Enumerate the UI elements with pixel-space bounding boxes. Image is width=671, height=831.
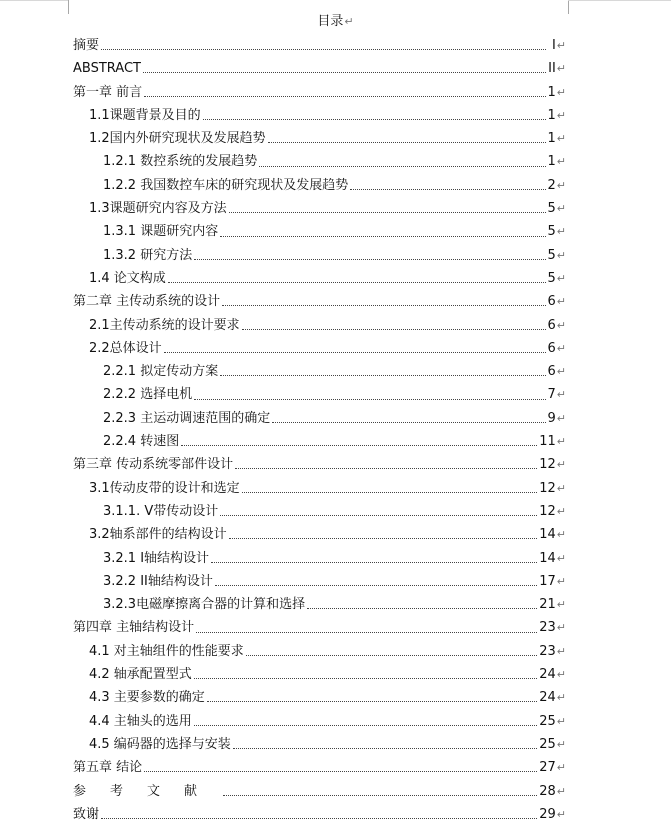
toc-entry[interactable] — [73, 430, 566, 453]
toc-entry[interactable] — [73, 127, 566, 150]
toc-entry-title: 4.2 轴承配置型式 — [89, 667, 192, 683]
toc-entry-title: 3.2.2 II轴结构设计 — [103, 573, 213, 589]
paragraph-mark: ↵ — [556, 598, 566, 612]
toc-dot-leader — [222, 295, 545, 306]
paragraph-mark: ↵ — [556, 435, 566, 449]
toc-entry-title: 致谢 — [73, 806, 100, 822]
toc-entry[interactable] — [73, 267, 566, 290]
toc-entry-title: 第一章 前言 — [73, 84, 143, 100]
toc-entry[interactable] — [73, 733, 566, 756]
paragraph-mark: ↵ — [556, 458, 566, 472]
toc-dot-leader — [272, 412, 545, 423]
paragraph-mark: ↵ — [556, 388, 566, 402]
toc-dot-leader — [211, 552, 537, 563]
toc-entry-title: 4.5 编码器的选择与安装 — [89, 736, 231, 752]
toc-entry-page: 12 — [539, 503, 556, 519]
toc-entry-title: 第三章 传动系统零部件设计 — [73, 457, 234, 473]
toc-dot-leader — [203, 109, 546, 120]
paragraph-mark: ↵ — [556, 365, 566, 379]
toc-dot-leader — [144, 86, 545, 97]
paragraph-mark: ↵ — [556, 295, 566, 309]
toc-dot-leader — [194, 389, 545, 400]
toc-dot-leader — [144, 761, 537, 772]
toc-entry-title: 2.2.3 主运动调速范围的确定 — [103, 410, 271, 426]
toc-entry-page: II — [548, 61, 556, 77]
toc-entry[interactable] — [73, 686, 566, 709]
toc-entry-page: 5 — [547, 270, 556, 286]
toc-entry-title: 1.3课题研究内容及方法 — [89, 201, 227, 217]
toc-entry[interactable] — [73, 640, 566, 663]
toc-entry-page: 14 — [539, 550, 556, 566]
toc-dot-leader — [220, 365, 545, 376]
toc-entry[interactable] — [73, 523, 566, 546]
toc-entry[interactable] — [73, 547, 566, 570]
toc-dot-leader — [164, 342, 546, 353]
toc-dot-leader — [242, 319, 546, 330]
paragraph-mark: ↵ — [556, 225, 566, 239]
toc-dot-leader — [143, 62, 546, 73]
toc-entry-title: 第二章 主传动系统的设计 — [73, 294, 221, 310]
toc-entry[interactable] — [73, 174, 566, 197]
paragraph-mark: ↵ — [556, 714, 566, 728]
toc-entry-title: 1.3.1 课题研究内容 — [103, 224, 219, 240]
toc-entry-title: 3.1传动皮带的设计和选定 — [89, 480, 240, 496]
toc-dot-leader — [233, 738, 537, 749]
toc-entry-page: 28 — [539, 783, 556, 799]
toc-entry-title: 3.2.3电磁摩擦离合器的计算和选择 — [103, 597, 306, 613]
paragraph-mark: ↵ — [556, 411, 566, 425]
toc-entry-title: 2.2总体设计 — [89, 340, 162, 356]
toc-entry-title: 2.2.1 拟定传动方案 — [103, 364, 219, 380]
toc-entry[interactable] — [73, 756, 566, 779]
paragraph-mark: ↵ — [556, 691, 566, 705]
paragraph-mark: ↵ — [556, 62, 566, 76]
toc-entry-title: 4.4 主轴头的选用 — [89, 713, 192, 729]
toc-entry-title: 1.1课题背景及目的 — [89, 107, 201, 123]
paragraph-mark: ↵ — [556, 248, 566, 262]
toc-dot-leader — [229, 528, 538, 539]
paragraph-mark: ↵ — [556, 644, 566, 658]
toc-entry[interactable] — [73, 710, 566, 733]
paragraph-mark: ↵ — [556, 621, 566, 635]
toc-entry-page: 25 — [539, 736, 556, 752]
toc-entry-title: 第五章 结论 — [73, 760, 143, 776]
toc-entry-page: I — [551, 38, 556, 53]
toc-entry[interactable] — [73, 104, 566, 127]
toc-entry-title: 1.2.2 我国数控车床的研究现状及发展趋势 — [103, 177, 349, 193]
toc-dot-leader — [168, 272, 546, 283]
toc-entry[interactable] — [73, 453, 566, 476]
toc-entry-page: 27 — [539, 760, 556, 776]
toc-dot-leader — [220, 505, 537, 516]
toc-dot-leader — [242, 482, 538, 493]
toc-entry-title: 2.1主传动系统的设计要求 — [89, 317, 240, 333]
toc-entry[interactable] — [73, 360, 566, 383]
toc-dot-leader — [235, 458, 537, 469]
paragraph-mark: ↵ — [556, 481, 566, 495]
paragraph-mark: ↵ — [556, 132, 566, 146]
toc-entry-page: 7 — [547, 387, 556, 403]
toc-entry-title: 参考文献 — [73, 783, 222, 799]
toc-entry-page: 12 — [539, 457, 556, 473]
toc-entry-page: 1 — [547, 154, 556, 170]
table-of-contents — [73, 34, 566, 826]
toc-entry-title: 2.2.4 转速图 — [103, 434, 180, 450]
toc-entry-title: ABSTRACT — [73, 61, 141, 77]
toc-dot-leader — [194, 715, 537, 726]
toc-entry[interactable] — [73, 780, 566, 803]
toc-dot-leader — [307, 598, 537, 609]
toc-entry-page: 5 — [547, 247, 556, 263]
toc-entry[interactable] — [73, 500, 566, 523]
toc-entry[interactable] — [73, 477, 566, 500]
margin-line-right — [568, 0, 671, 1]
toc-entry-page: 9 — [547, 410, 556, 426]
toc-entry-title: 第四章 主轴结构设计 — [73, 620, 195, 636]
toc-entry[interactable] — [73, 81, 566, 104]
toc-entry-page: 6 — [547, 340, 556, 356]
toc-dot-leader — [350, 179, 545, 190]
paragraph-mark: ↵ — [344, 15, 354, 28]
paragraph-mark: ↵ — [556, 784, 566, 798]
toc-entry-title: 3.1.1. V带传动设计 — [103, 503, 219, 519]
toc-title — [0, 12, 671, 32]
toc-dot-leader — [259, 156, 545, 167]
paragraph-mark: ↵ — [556, 202, 566, 216]
toc-entry-page: 24 — [539, 690, 556, 706]
toc-dot-leader — [229, 202, 546, 213]
toc-entry-page: 1 — [547, 131, 556, 147]
toc-entry[interactable] — [73, 150, 566, 173]
toc-dot-leader — [194, 668, 537, 679]
toc-dot-leader — [220, 226, 545, 237]
paragraph-mark: ↵ — [556, 551, 566, 565]
toc-entry-page: 17 — [539, 573, 556, 589]
toc-dot-leader — [181, 435, 537, 446]
toc-entry[interactable] — [73, 197, 566, 220]
toc-dot-leader — [268, 132, 546, 143]
paragraph-mark: ↵ — [556, 341, 566, 355]
toc-dot-leader — [101, 39, 546, 50]
toc-entry-page: 6 — [547, 317, 556, 333]
paragraph-mark: ↵ — [556, 318, 566, 332]
toc-entry-page: 25 — [539, 713, 556, 729]
toc-entry-page: 23 — [539, 620, 556, 636]
toc-entry[interactable] — [73, 663, 566, 686]
toc-entry[interactable] — [73, 593, 566, 616]
toc-entry[interactable] — [73, 314, 566, 337]
toc-entry-page: 6 — [547, 294, 556, 310]
toc-dot-leader — [223, 785, 537, 796]
toc-entry-page: 2 — [547, 177, 556, 193]
paragraph-mark: ↵ — [556, 807, 566, 821]
toc-entry-page: 5 — [547, 224, 556, 240]
toc-entry-page: 5 — [547, 201, 556, 217]
paragraph-mark: ↵ — [556, 155, 566, 169]
toc-entry-title: 4.1 对主轴组件的性能要求 — [89, 643, 244, 659]
paragraph-mark: ↵ — [556, 271, 566, 285]
margin-line-left — [0, 0, 68, 1]
toc-entry-page: 29 — [539, 806, 556, 822]
paragraph-mark: ↵ — [556, 108, 566, 122]
toc-entry-title: 3.2轴系部件的结构设计 — [89, 527, 227, 543]
paragraph-mark: ↵ — [556, 85, 566, 99]
toc-dot-leader — [194, 249, 545, 260]
paragraph-mark: ↵ — [556, 178, 566, 192]
toc-dot-leader — [215, 575, 537, 586]
toc-entry-page: 24 — [539, 667, 556, 683]
paragraph-mark: ↵ — [556, 528, 566, 542]
toc-dot-leader — [207, 691, 537, 702]
toc-dot-leader — [246, 645, 537, 656]
toc-entry-page: 14 — [539, 527, 556, 543]
paragraph-mark: ↵ — [556, 761, 566, 775]
toc-entry-page: 6 — [547, 364, 556, 380]
toc-entry-title: 1.2国内外研究现状及发展趋势 — [89, 131, 266, 147]
toc-entry-title: 摘要 — [73, 38, 100, 53]
paragraph-mark: ↵ — [556, 668, 566, 682]
toc-entry-title: 3.2.1 I轴结构设计 — [103, 550, 210, 566]
toc-entry-title: 2.2.2 选择电机 — [103, 387, 193, 403]
paragraph-mark: ↵ — [556, 39, 566, 52]
paragraph-mark: ↵ — [556, 504, 566, 518]
toc-entry-title: 4.3 主要参数的确定 — [89, 690, 205, 706]
toc-entry-page: 1 — [547, 107, 556, 123]
toc-entry-page: 11 — [539, 434, 556, 450]
toc-entry[interactable] — [73, 337, 566, 360]
toc-entry-page: 23 — [539, 643, 556, 659]
paragraph-mark: ↵ — [556, 737, 566, 751]
toc-dot-leader — [101, 808, 537, 819]
toc-entry-page: 1 — [547, 84, 556, 100]
toc-entry[interactable] — [73, 244, 566, 267]
toc-entry[interactable] — [73, 383, 566, 406]
toc-entry[interactable] — [73, 570, 566, 593]
toc-entry[interactable] — [73, 616, 566, 639]
toc-entry-title: 1.4 论文构成 — [89, 270, 166, 286]
toc-entry-page: 21 — [539, 597, 556, 613]
toc-title-text: 目录 — [317, 14, 344, 29]
toc-entry[interactable] — [73, 220, 566, 243]
toc-entry-page: 12 — [539, 480, 556, 496]
toc-entry-title: 1.3.2 研究方法 — [103, 247, 193, 263]
toc-entry[interactable] — [73, 803, 566, 826]
toc-entry-title: 1.2.1 数控系统的发展趋势 — [103, 154, 258, 170]
toc-entry[interactable] — [73, 34, 566, 57]
toc-entry[interactable] — [73, 407, 566, 430]
paragraph-mark: ↵ — [556, 574, 566, 588]
toc-entry[interactable] — [73, 290, 566, 313]
toc-entry[interactable] — [73, 57, 566, 80]
toc-dot-leader — [196, 622, 537, 633]
